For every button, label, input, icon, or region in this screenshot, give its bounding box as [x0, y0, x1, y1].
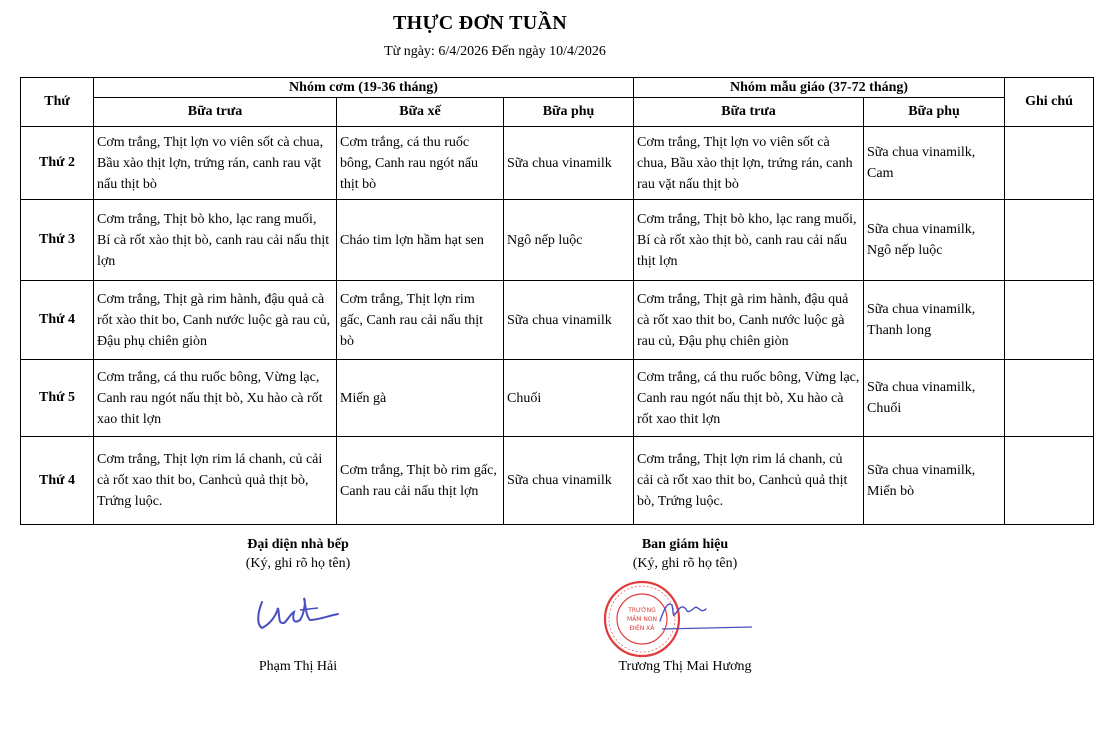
g1-lunch-cell: Cơm trắng, Thịt bò kho, lạc rang muối, Bí cà rốt xào thịt bò, canh rau cải nấu thịt lợn [94, 200, 337, 281]
g2-lunch-cell: Cơm trắng, Thịt gà rim hành, đậu quả cà rốt xao thit bo, Canh nước luộc gà rau củ, Đậu phụ chiên giòn [634, 281, 864, 360]
g2-lunch-cell: Cơm trắng, Thịt lợn rim lá chanh, củ cải cà rốt xao thit bo, Canhcủ quả thịt bò, Trứng luộc. [634, 437, 864, 525]
g2-snack-cell: Sữa chua vinamilk, Thanh long [864, 281, 1005, 360]
day-cell: Thứ 4 [21, 437, 94, 525]
school-seal-stamp [602, 579, 762, 659]
kitchen-rep-name: Phạm Thị Hải [258, 659, 338, 674]
group2-header: Nhóm mẫu giáo (37-72 tháng) [634, 78, 1005, 98]
g1-afternoon-cell: Cháo tim lợn hầm hạt sen [337, 200, 504, 281]
g2-lunch-cell: Cơm trắng, Thịt lợn vo viên sốt cà chua, Bầu xào thịt lợn, trứng rán, canh rau vặt nấu thịt bò [634, 127, 864, 200]
note-cell [1005, 360, 1094, 437]
svg-text:MẦM NON: MẦM NON [626, 616, 658, 623]
col-note-header: Ghi chú [1005, 78, 1094, 127]
col-g1-lunch-header: Bữa trưa [94, 98, 337, 127]
note-cell [1005, 281, 1094, 360]
kitchen-sign-note: (Ký, ghi rõ họ tên) [245, 556, 351, 571]
col-g1-snack-header: Bữa phụ [504, 98, 634, 127]
svg-text:ĐIỆN XÁ: ĐIỆN XÁ [629, 625, 655, 632]
table-row [21, 281, 1094, 360]
svg-text:TRƯỜNG: TRƯỜNG [628, 607, 656, 614]
date-range: Từ ngày: 6/4/2026 Đến ngày 10/4/2026 [384, 44, 606, 59]
day-cell: Thứ 4 [21, 281, 94, 360]
g1-lunch-cell: Cơm trắng, Thịt gà rim hành, đậu quả cà rốt xào thit bo, Canh nước luộc gà rau củ, Đậu phụ chiên giòn [94, 281, 337, 360]
g2-snack-cell: Sữa chua vinamilk, Chuối [864, 360, 1005, 437]
group1-header: Nhóm cơm (19-36 tháng) [94, 78, 634, 98]
day-cell: Thứ 3 [21, 200, 94, 281]
note-cell [1005, 437, 1094, 525]
g1-snack-cell: Sữa chua vinamilk [504, 281, 634, 360]
g1-afternoon-cell: Cơm trắng, cá thu ruốc bông, Canh rau ngót nấu thịt bò [337, 127, 504, 200]
g2-snack-cell: Sữa chua vinamilk, Ngô nếp luộc [864, 200, 1005, 281]
principal-title: Ban giám hiệu [641, 537, 729, 552]
g1-afternoon-cell: Cơm trắng, Thịt lợn rim gấc, Canh rau cải nấu thịt bò [337, 281, 504, 360]
kitchen-rep-title: Đại diện nhà bếp [247, 537, 349, 552]
g1-snack-cell: Sữa chua vinamilk [504, 127, 634, 200]
table-row [21, 437, 1094, 525]
g2-snack-cell: Sữa chua vinamilk, Miến bò [864, 437, 1005, 525]
g1-snack-cell: Sữa chua vinamilk [504, 437, 634, 525]
g2-snack-cell: Sữa chua vinamilk, Cam [864, 127, 1005, 200]
principal-name: Trương Thị Mai Hương [618, 659, 752, 674]
g2-lunch-cell: Cơm trắng, cá thu ruốc bông, Vừng lạc, Canh rau ngót nấu thịt bò, Xu hào cà rốt xao thit lợn [634, 360, 864, 437]
g1-lunch-cell: Cơm trắng, cá thu ruốc bông, Vừng lạc, Canh rau ngót nấu thịt bò, Xu hào cà rốt xao thit lợn [94, 360, 337, 437]
g1-afternoon-cell: Cơm trắng, Thịt bò rim gấc, Canh rau cải nấu thịt lợn [337, 437, 504, 525]
note-cell [1005, 200, 1094, 281]
table-row [21, 360, 1094, 437]
g1-afternoon-cell: Miến gà [337, 360, 504, 437]
g1-snack-cell: Ngô nếp luộc [504, 200, 634, 281]
table-header-meals [21, 98, 1094, 127]
kitchen-handwritten-signature [248, 590, 358, 635]
note-cell [1005, 127, 1094, 200]
col-g1-afternoon-header: Bữa xế [337, 98, 504, 127]
menu-table [20, 77, 1094, 525]
g1-lunch-cell: Cơm trắng, Thịt lợn rim lá chanh, củ cải cà rốt xao thit bo, Canhcủ quả thịt bò, Trứng luộc. [94, 437, 337, 525]
kitchen-signature-block [198, 537, 398, 682]
g1-snack-cell: Chuối [504, 360, 634, 437]
page-title: THỰC ĐƠN TUẦN [393, 12, 567, 34]
g2-lunch-cell: Cơm trắng, Thịt bò kho, lạc rang muối, Bí cà rốt xào thịt bò, canh rau cải nấu thịt lợn [634, 200, 864, 281]
principal-signature-block [580, 537, 790, 682]
col-g2-snack-header: Bữa phụ [864, 98, 1005, 127]
table-row [21, 127, 1094, 200]
g1-lunch-cell: Cơm trắng, Thịt lợn vo viên sốt cà chua, Bầu xào thịt lợn, trứng rán, canh rau vặt nấu thịt bò [94, 127, 337, 200]
table-row [21, 200, 1094, 281]
principal-sign-note: (Ký, ghi rõ họ tên) [632, 556, 738, 571]
table-header-groups [21, 78, 1094, 98]
col-g2-lunch-header: Bữa trưa [634, 98, 864, 127]
day-cell: Thứ 5 [21, 360, 94, 437]
day-cell: Thứ 2 [21, 127, 94, 200]
col-day-header: Thứ [21, 78, 94, 127]
